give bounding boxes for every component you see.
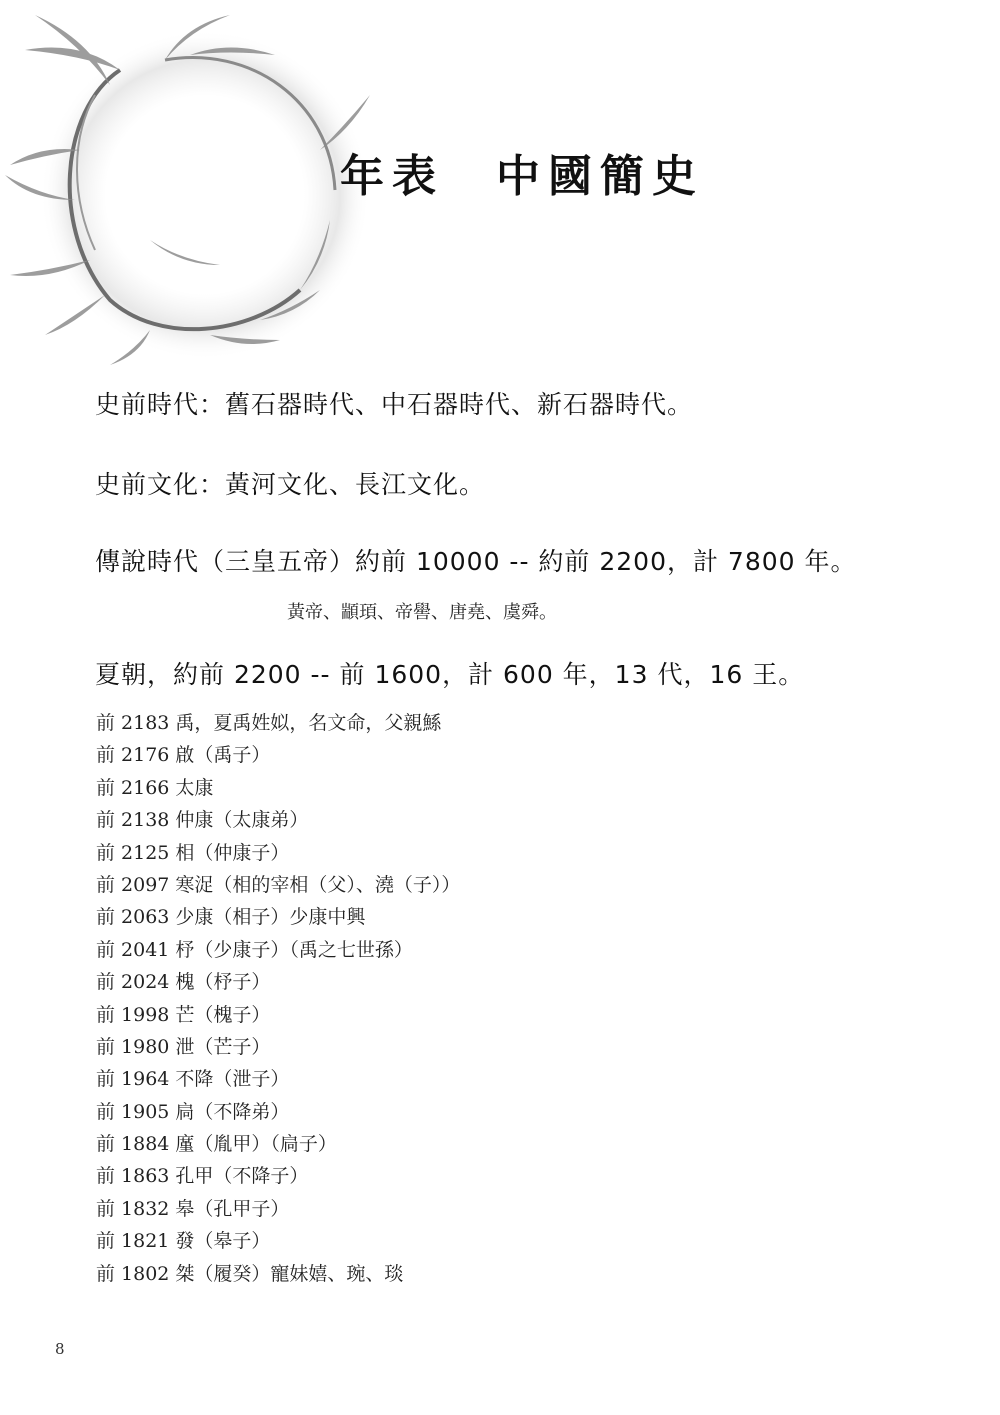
ruler-entry: 前 1863 孔甲（不降子）: [96, 1165, 309, 1188]
ruler-entry: 前 2024 槐（杼子）: [96, 971, 271, 994]
bamboo-wreath-icon: [0, 0, 380, 380]
ruler-entry: 前 2097 寒浞（相的宰相（父）、澆（子））: [96, 873, 461, 896]
xia-ruler-list: [96, 707, 460, 1290]
legendary-rulers-line: 黃帝、顓頊、帝嚳、唐堯、虞舜。: [287, 602, 557, 623]
heading-xia-dynasty: 夏朝，約前 2200 -- 前 1600，計 600 年，13 代，16 王。: [95, 660, 805, 689]
ruler-entry: 前 1905 扃（不降弟）: [96, 1100, 290, 1123]
ruler-entry: 前 2138 仲康（太康弟）: [96, 809, 309, 832]
ruler-entry: 前 2183 禹，夏禹姓姒，名文命，父親鯀: [96, 712, 442, 734]
page-number: 8: [55, 1340, 65, 1358]
ruler-entry: 前 1832 皋（孔甲子）: [96, 1197, 290, 1220]
heading-prehistoric-cultures: 史前文化：黃河文化、長江文化。: [95, 470, 486, 499]
ruler-entry: 前 1821 發（皋子）: [96, 1230, 271, 1253]
heading-legendary-period: 傳說時代（三皇五帝）約前 10000 -- 約前 2200，計 7800 年。: [95, 547, 857, 576]
ruler-entry: 前 1998 芒（槐子）: [96, 1003, 271, 1026]
page-title: 年表 中國簡史: [340, 151, 704, 202]
ruler-entry: 前 1964 不降（泄子）: [96, 1068, 290, 1091]
ruler-entry: 前 1980 泄（芒子）: [96, 1035, 271, 1058]
ruler-entry: 前 2125 相（仲康子）: [96, 841, 290, 864]
ruler-entry: 前 1802 桀（履癸）寵妹嬉、琬、琰: [96, 1262, 404, 1285]
ruler-entry: 前 1884 廑（胤甲）（扃子）: [96, 1133, 337, 1156]
ruler-entry: 前 2176 啟（禹子）: [96, 744, 271, 767]
ruler-entry: 前 2166 太康: [96, 776, 214, 799]
heading-prehistoric-eras: 史前時代：舊石器時代、中石器時代、新石器時代。: [95, 390, 694, 419]
ruler-entry: 前 2041 杼（少康子）（禹之七世孫）: [96, 938, 413, 961]
ruler-entry: 前 2063 少康（相子）少康中興: [96, 906, 366, 929]
